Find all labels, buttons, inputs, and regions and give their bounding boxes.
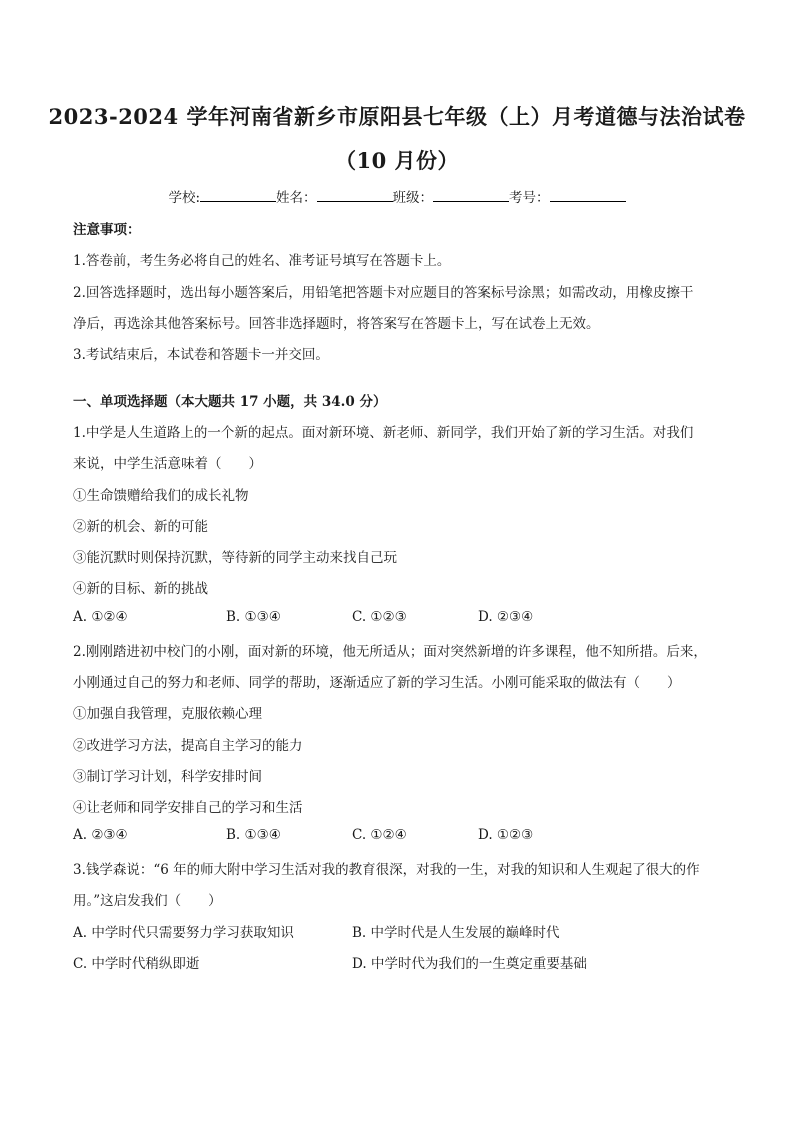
question-2-item: ④让老师和同学安排自己的学习和生活 bbox=[73, 800, 303, 816]
notice-item: 净后，再选涂其他答案标号。回答非选择题时，将答案写在答题卡上，写在试卷上无效。 bbox=[73, 316, 600, 332]
question-1-item: ①生命馈赠给我们的成长礼物 bbox=[73, 488, 249, 504]
name-blank[interactable] bbox=[317, 188, 393, 202]
student-info-row bbox=[0, 186, 794, 206]
class-label: 班级： bbox=[392, 190, 434, 206]
question-2-option-a[interactable]: A. ②③④ bbox=[73, 827, 128, 843]
question-2-item: ②改进学习方法，提高自主学习的能力 bbox=[73, 738, 303, 754]
notice-item: 1.答卷前，考生务必将自己的姓名、准考证号填写在答题卡上。 bbox=[73, 253, 451, 269]
number-label: 考号： bbox=[509, 190, 550, 206]
question-1-option-d[interactable]: D. ②③④ bbox=[478, 609, 534, 625]
notice-item: 2.回答选择题时，选出每小题答案后，用铅笔把答题卡对应题目的答案标号涂黑；如需改动，用橡皮擦干 bbox=[73, 285, 694, 301]
question-1-item: ④新的目标、新的挑战 bbox=[73, 581, 208, 597]
question-3-stem: 用。”这启发我们（ ） bbox=[73, 893, 222, 909]
notice-heading: 注意事项： bbox=[73, 222, 141, 238]
question-1-stem: 1.中学是人生道路上的一个新的起点。面对新环境、新老师、新同学，我们开始了新的学习生活。对我们 bbox=[73, 425, 694, 441]
school-label: 学校: bbox=[168, 190, 201, 206]
question-3-option-c[interactable]: C. 中学时代稍纵即逝 bbox=[73, 956, 200, 972]
question-2-option-c[interactable]: C. ①②④ bbox=[352, 827, 407, 843]
question-1-stem: 来说，中学生活意味着（ ） bbox=[73, 456, 262, 472]
notice-item: 3.考试结束后，本试卷和答题卡一并交回。 bbox=[73, 347, 329, 363]
question-1-option-a[interactable]: A. ①②④ bbox=[73, 609, 128, 625]
section-heading: 一、单项选择题（本大题共 17 小题，共 34.0 分） bbox=[73, 394, 387, 410]
question-1-option-c[interactable]: C. ①②③ bbox=[352, 609, 407, 625]
question-1-item: ②新的机会、新的可能 bbox=[73, 519, 208, 535]
school-blank[interactable] bbox=[200, 188, 276, 202]
question-3-option-b[interactable]: B. 中学时代是人生发展的巅峰时代 bbox=[352, 925, 560, 941]
class-blank[interactable] bbox=[433, 188, 509, 202]
question-1-option-b[interactable]: B. ①③④ bbox=[226, 609, 281, 625]
exam-subtitle: （10 月份） bbox=[334, 148, 460, 173]
question-1-item: ③能沉默时则保持沉默，等待新的同学主动来找自己玩 bbox=[73, 550, 397, 566]
question-3-option-d[interactable]: D. 中学时代为我们的一生奠定重要基础 bbox=[352, 956, 587, 972]
question-2-option-b[interactable]: B. ①③④ bbox=[226, 827, 281, 843]
question-2-item: ①加强自我管理，克服依赖心理 bbox=[73, 706, 262, 722]
question-3-stem: 3.钱学森说：“6 年的师大附中学习生活对我的教育很深，对我的一生，对我的知识和人生观起了很大的作 bbox=[73, 862, 700, 878]
name-label: 姓名： bbox=[276, 190, 317, 206]
question-2-stem: 2.刚刚踏进初中校门的小刚，面对新的环境，他无所适从；面对突然新增的许多课程，他不知所措。后来， bbox=[73, 644, 707, 660]
exam-title: 2023-2024 学年河南省新乡市原阳县七年级（上）月考道德与法治试卷 bbox=[48, 104, 746, 129]
question-3-option-a[interactable]: A. 中学时代只需要努力学习获取知识 bbox=[73, 925, 294, 941]
question-2-stem: 小刚通过自己的努力和老师、同学的帮助，逐渐适应了新的学习生活。小刚可能采取的做法有（ ） bbox=[73, 675, 681, 691]
question-2-item: ③制订学习计划，科学安排时间 bbox=[73, 769, 262, 785]
question-2-option-d[interactable]: D. ①②③ bbox=[478, 827, 534, 843]
number-blank[interactable] bbox=[550, 188, 626, 202]
